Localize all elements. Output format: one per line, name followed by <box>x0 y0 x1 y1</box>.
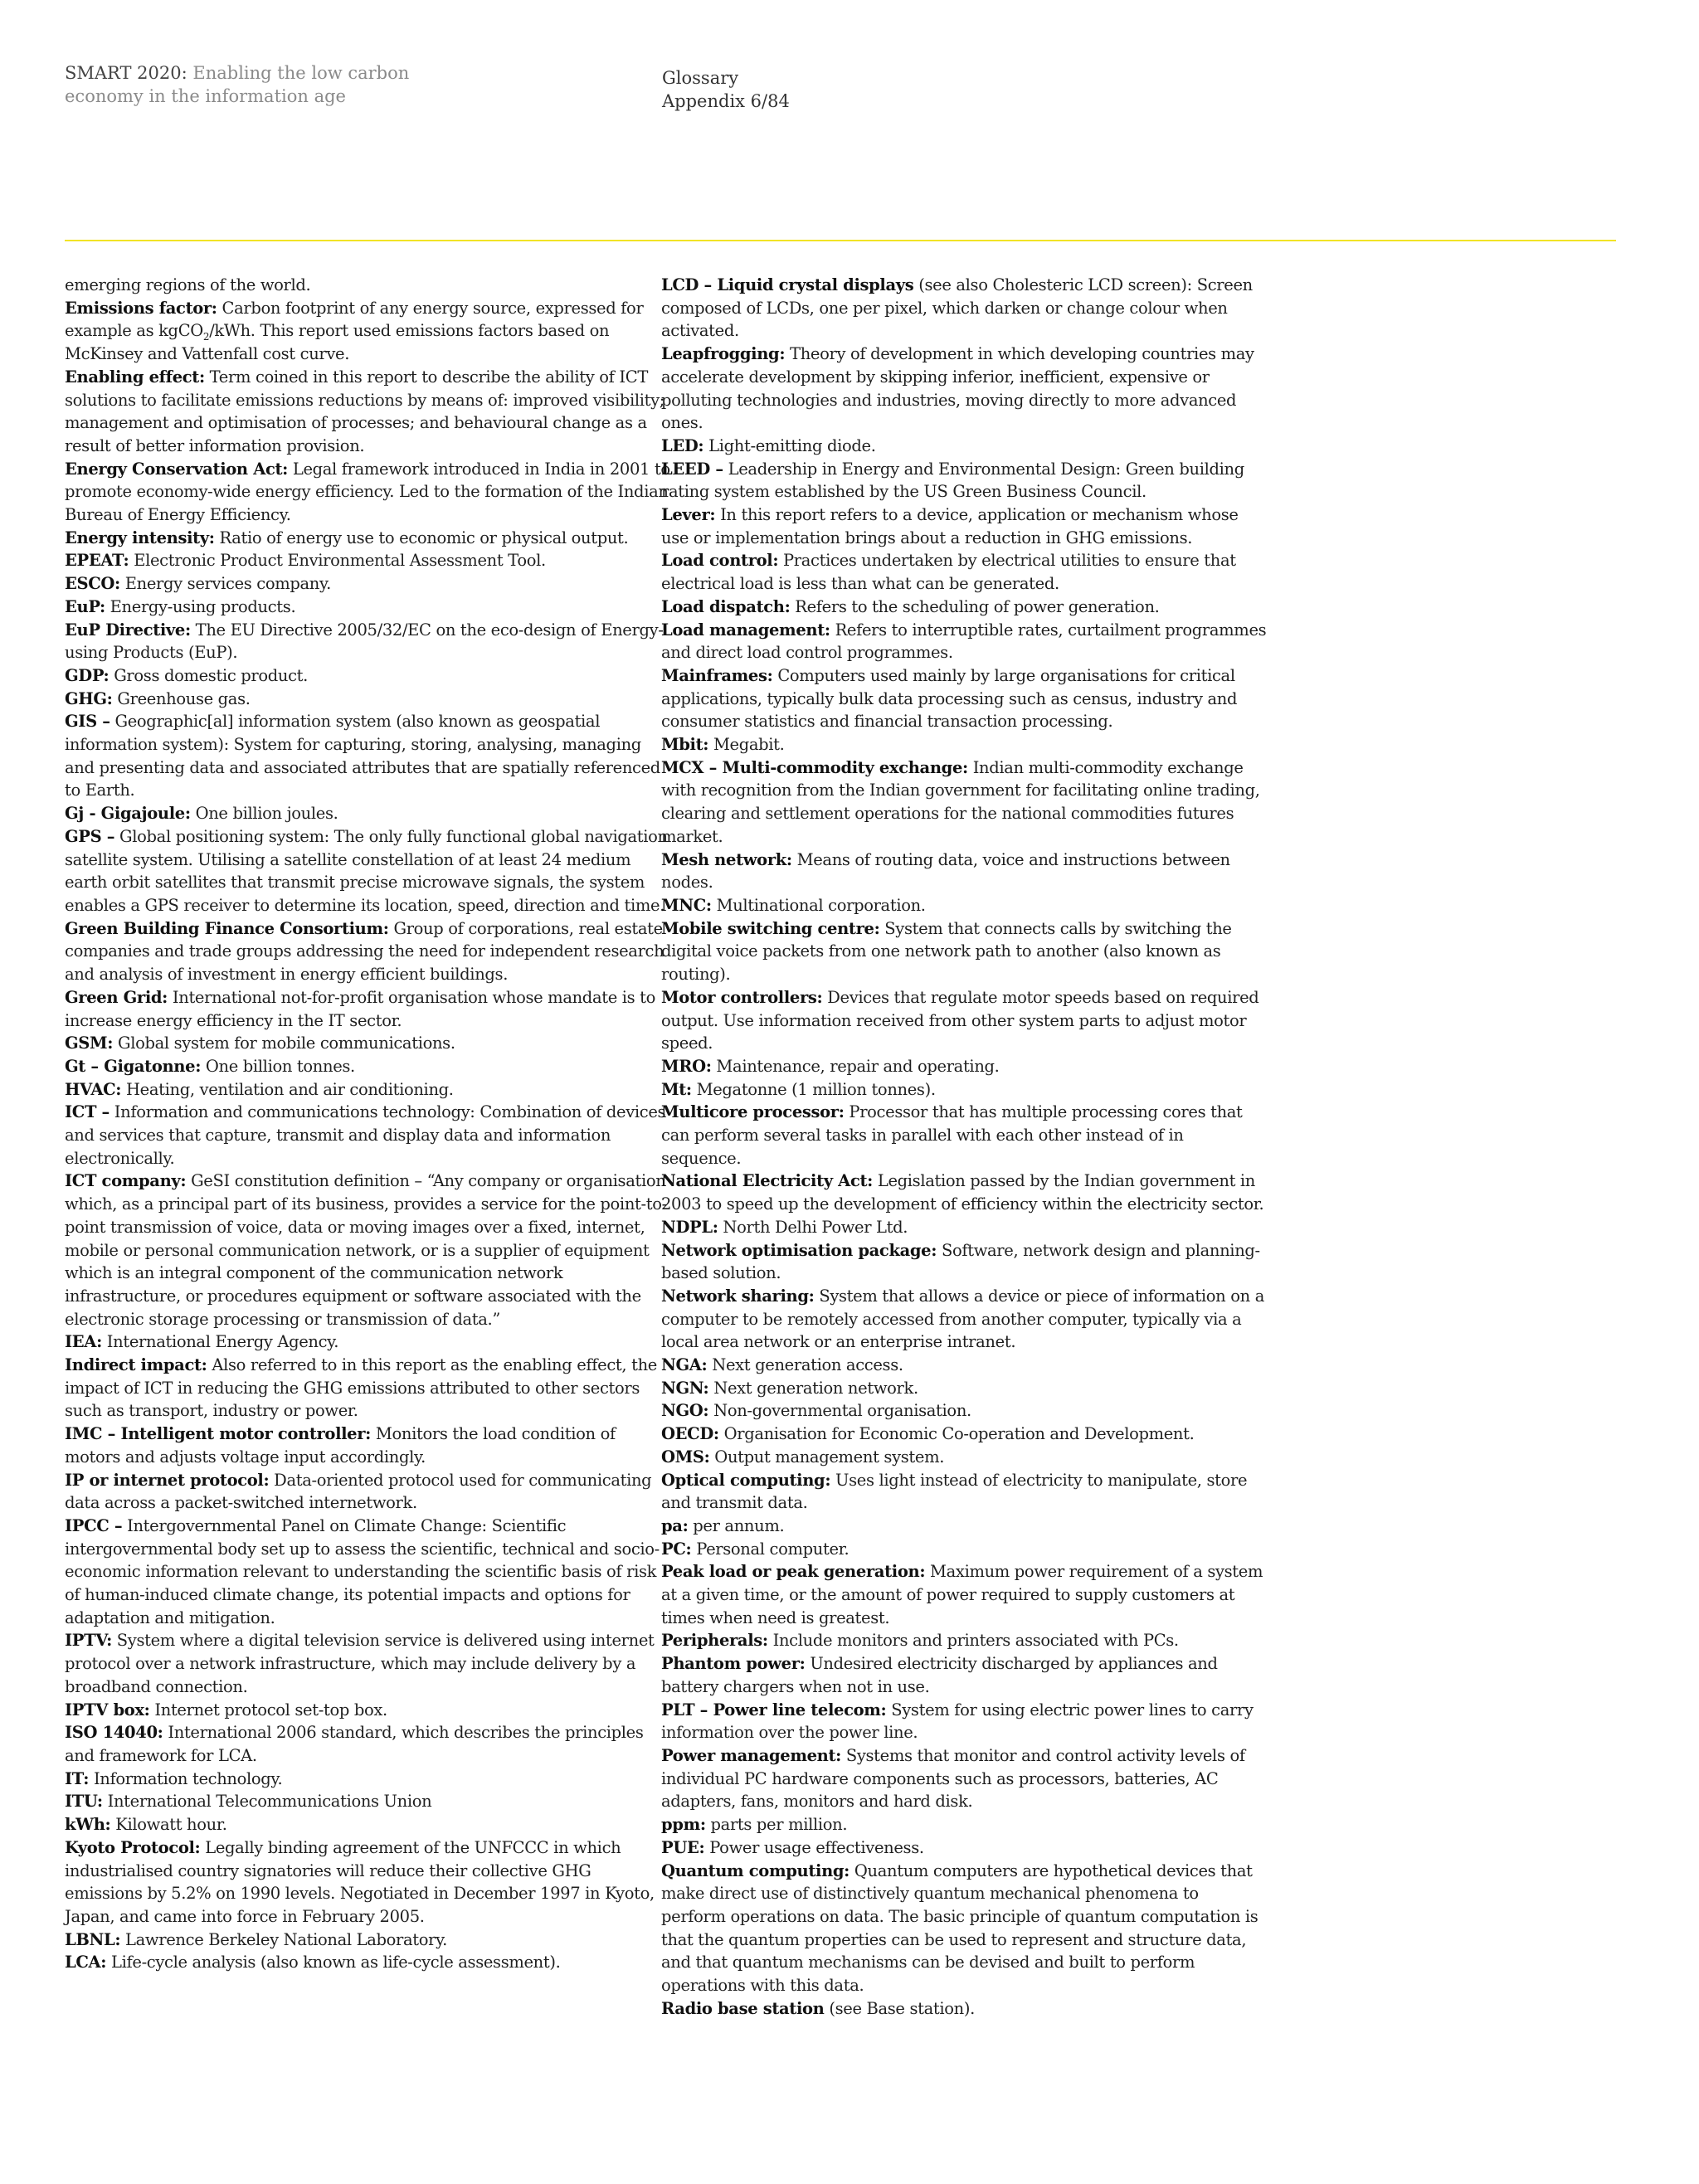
glossary-term: Mainframes: <box>661 665 773 685</box>
glossary-term: ppm: <box>661 1815 706 1835</box>
glossary-definition: Information and communications technology: Combination of devices and services that capture, transmit and display data and information electronically. <box>65 1102 666 1168</box>
glossary-term: GDP: <box>65 665 110 685</box>
glossary-entry <box>661 1170 1267 1215</box>
glossary-definition: Electronic Product Environmental Assessment Tool. <box>129 551 546 571</box>
glossary-term: Peak load or peak generation: <box>661 1562 926 1582</box>
glossary-term: NGN: <box>661 1378 709 1398</box>
glossary-entry <box>65 1078 670 1102</box>
glossary-entry <box>65 366 670 458</box>
glossary-term: MRO: <box>661 1056 712 1076</box>
glossary-definition: Carbon footprint of any energy source, expressed for example as kgCO <box>65 298 644 341</box>
glossary-definition: Gross domestic product. <box>109 665 308 685</box>
glossary-definition: Also referred to in this report as the enabling effect, the impact of ICT in reducing the GHG emissions attributed to other sectors such as transport, industry or power. <box>65 1355 657 1421</box>
glossary-definition: Kilowatt hour. <box>110 1815 227 1835</box>
glossary-term: PC: <box>661 1539 692 1559</box>
glossary-term: Enabling effect: <box>65 367 205 387</box>
section-name: Glossary <box>662 68 739 88</box>
glossary-definition: Theory of development in which developing countries may accelerate development by skipping inferior, inefficient, expensive or polluting technologies and industries, moving directly to more advanced ones. <box>661 344 1254 433</box>
glossary-definition: Group of corporations, real estate companies and trade groups addressing the need for independent research and analysis of investment in energy efficient buildings. <box>65 918 665 985</box>
glossary-definition: Software, network design and planning-based solution. <box>661 1240 1260 1283</box>
glossary-term: Mobile switching centre: <box>661 918 880 938</box>
glossary-term: Emissions factor: <box>65 298 217 318</box>
glossary-definition: Maximum power requirement of a system at a given time, or the amount of power required to supply customers at times when need is greatest. <box>661 1562 1263 1627</box>
glossary-definition: Next generation network. <box>708 1378 918 1398</box>
glossary-entry <box>65 1101 670 1170</box>
glossary-term: NGA: <box>661 1355 708 1375</box>
glossary-definition: Processor that has multiple processing cores that can perform several tasks in parallel with each other instead of in sequence. <box>661 1102 1243 1168</box>
glossary-term: Optical computing: <box>661 1470 831 1490</box>
glossary-entry <box>661 1055 1267 1078</box>
glossary-definition: Life-cycle analysis (also known as life-cycle assessment). <box>106 1953 561 1972</box>
glossary-column-right <box>661 274 1267 2020</box>
glossary-term: Mesh network: <box>661 849 792 869</box>
glossary-term: IEA: <box>65 1332 102 1352</box>
glossary-entry <box>65 1515 670 1630</box>
glossary-definition: Megatonne (1 million tonnes). <box>691 1079 936 1099</box>
glossary-term: EPEAT: <box>65 551 129 571</box>
glossary-entry <box>65 710 670 802</box>
glossary-term: Energy Conservation Act: <box>65 459 288 479</box>
glossary-definition: Devices that regulate motor speeds based on required output. Use information received from other system parts to adjust motor speed. <box>661 987 1259 1053</box>
glossary-definition: per annum. <box>688 1515 785 1535</box>
glossary-entry <box>661 1813 1267 1836</box>
glossary-term: Energy intensity: <box>65 528 215 547</box>
glossary-entry <box>661 733 1267 756</box>
publication-subtitle: Enabling the low carbon economy in the information age <box>65 63 410 106</box>
glossary-definition: Refers to the scheduling of power generation. <box>790 596 1160 616</box>
glossary-term: ESCO: <box>65 574 120 594</box>
glossary-term: LCD – Liquid crystal displays <box>661 275 914 294</box>
glossary-term: Green Building Finance Consortium: <box>65 918 389 938</box>
glossary-term: IPTV: <box>65 1631 112 1651</box>
glossary-term: ITU: <box>65 1792 103 1812</box>
glossary-term: LBNL: <box>65 1929 121 1949</box>
glossary-definition: In this report refers to a device, application or mechanism whose use or implementation brings about a reduction in GHG emissions. <box>661 505 1239 547</box>
glossary-entry <box>661 1285 1267 1354</box>
glossary-term: Power management: <box>661 1746 841 1765</box>
glossary-entry <box>65 1813 670 1836</box>
glossary-definition: International 2006 standard, which describes the principles and framework for LCA. <box>65 1723 644 1765</box>
glossary-continuation: emerging regions of the world. <box>65 275 311 294</box>
glossary-term: Multicore processor: <box>661 1102 845 1122</box>
glossary-definition: Refers to interruptible rates, curtailment programmes and direct load control programmes. <box>661 620 1267 663</box>
glossary-term: ICT – <box>65 1102 110 1122</box>
glossary-definition: International Telecommunications Union <box>102 1792 432 1812</box>
page-number: Appendix 6/84 <box>662 91 790 111</box>
glossary-definition: The EU Directive 2005/32/EC on the eco-design of Energy-using Products (EuP). <box>65 620 664 663</box>
glossary-entry <box>661 1515 1267 1538</box>
glossary-entry <box>65 297 670 366</box>
glossary-definition: Intergovernmental Panel on Climate Change: Scientific intergovernmental body set up to assess the scientific, technical and socio-economic information relevant to understanding the scientific basis of risk of human-induced climate change, its potential impacts and options for adaptation and mitigation. <box>65 1515 660 1627</box>
glossary-definition: Lawrence Berkeley National Laboratory. <box>120 1929 448 1949</box>
glossary-term: Gj - Gigajoule: <box>65 804 191 824</box>
glossary-entry <box>661 756 1267 849</box>
glossary-term: Load dispatch: <box>661 596 791 616</box>
glossary-entry <box>65 1790 670 1813</box>
glossary-definition: Maintenance, repair and operating. <box>711 1056 1000 1076</box>
glossary-entry <box>65 802 670 825</box>
glossary-entry <box>661 1239 1267 1285</box>
glossary-definition: Information technology. <box>89 1768 283 1788</box>
section-header <box>662 66 790 113</box>
glossary-definition: Uses light instead of electricity to manipulate, store and transmit data. <box>661 1470 1248 1513</box>
glossary-entry <box>65 596 670 619</box>
glossary-definition: /kWh. This report used emissions factors based on McKinsey and Vattenfall cost curve. <box>65 321 610 364</box>
glossary-term: GIS – <box>65 712 110 732</box>
glossary-entry <box>661 894 1267 917</box>
glossary-entry <box>661 1446 1267 1469</box>
glossary-list-right <box>661 274 1267 2020</box>
glossary-entry <box>661 1216 1267 1239</box>
glossary-term: GPS – <box>65 826 115 846</box>
glossary-entry <box>661 849 1267 894</box>
glossary-entry <box>661 1354 1267 1377</box>
glossary-term: Green Grid: <box>65 987 168 1007</box>
glossary-entry <box>65 1032 670 1055</box>
glossary-definition: Legally binding agreement of the UNFCCC in which industrialised country signatories will reduce their collective GHG emissions by 5.2% on 1990 levels. Negotiated in December 1997 in Kyoto, Japan, and came into force in February 2005. <box>65 1837 655 1926</box>
glossary-entry <box>661 1078 1267 1102</box>
glossary-definition: Greenhouse gas. <box>112 688 251 708</box>
glossary-definition: International Energy Agency. <box>101 1332 339 1352</box>
glossary-entry <box>65 917 670 986</box>
glossary-entry <box>661 917 1267 986</box>
glossary-entry <box>661 1469 1267 1515</box>
glossary-definition: Undesired electricity discharged by appliances and battery chargers when not in use. <box>661 1654 1218 1696</box>
glossary-definition: Megabit. <box>708 735 785 755</box>
glossary-term: LED: <box>661 435 704 455</box>
glossary-term: LEED – <box>661 459 723 479</box>
glossary-term: Kyoto Protocol: <box>65 1837 201 1857</box>
glossary-term: National Electricity Act: <box>661 1171 873 1191</box>
glossary-definition: Internet protocol set-top box. <box>149 1700 387 1719</box>
glossary-entry <box>65 1836 670 1929</box>
glossary-definition: Global positioning system: The only fully functional global navigation satellite system. Utilising a satellite constellation of at least 24 medium earth orbit satellites that transmit precise microwave signals, the system enables a GPS receiver to determine its location, speed, direction and time. <box>65 826 668 915</box>
glossary-definition: System for using electric power lines to carry information over the power line. <box>661 1700 1254 1743</box>
glossary-entry <box>661 435 1267 458</box>
glossary-entry <box>65 1699 670 1722</box>
glossary-definition: GeSI constitution definition – “Any company or organisation which, as a principal part of its business, provides a service for the point-to-point transmission of voice, data or moving images over a fixed, internet, mobile or personal communication network, or is a supplier of equipment which is an integral component of the communication network infrastructure, or procedures equipment or software associated with the electronic storage processing or transmission of data.” <box>65 1171 667 1329</box>
glossary-term: Mt: <box>661 1079 692 1099</box>
glossary-definition: Computers used mainly by large organisations for critical applications, typically bulk data processing such as census, industry and consumer statistics and financial transaction processing. <box>661 665 1238 732</box>
glossary-entry <box>65 1768 670 1791</box>
glossary-definition: Systems that monitor and control activity levels of individual PC hardware components such as processors, batteries, AC adapters, fans, monitors and hard disk. <box>661 1746 1245 1812</box>
glossary-entry <box>65 1929 670 1952</box>
glossary-term: Radio base station <box>661 1998 825 2018</box>
glossary-definition: Legal framework introduced in India in 2001 to promote economy-wide energy efficiency. Led to the formation of the Indian Bureau of Energy Efficiency. <box>65 459 670 525</box>
glossary-definition: Quantum computers are hypothetical devices that make direct use of distinctively quantum mechanical phenomena to perform operations on data. The basic principle of quantum computation is that the quantum properties can be used to represent and structure data, and that quantum mechanisms can be devised and built to perform operations with this data. <box>661 1861 1258 1996</box>
glossary-term: MCX – Multi-commodity exchange: <box>661 757 968 777</box>
glossary-definition: parts per million. <box>705 1815 848 1835</box>
glossary-term: IPTV box: <box>65 1700 150 1719</box>
header-divider <box>65 240 1616 241</box>
glossary-entry <box>661 596 1267 619</box>
glossary-entry <box>65 664 670 688</box>
glossary-definition: Energy services company. <box>119 574 331 594</box>
glossary-entry <box>661 664 1267 733</box>
glossary-term: LCA: <box>65 1953 107 1972</box>
glossary-entry <box>65 1330 670 1354</box>
glossary-term: kWh: <box>65 1815 111 1835</box>
glossary-term: Quantum computing: <box>661 1861 850 1880</box>
glossary-term: Network sharing: <box>661 1286 815 1306</box>
glossary-term: Network optimisation package: <box>661 1240 937 1260</box>
glossary-term: EuP Directive: <box>65 620 191 640</box>
glossary-term: IMC – Intelligent motor controller: <box>65 1424 372 1444</box>
glossary-entry <box>661 1399 1267 1423</box>
glossary-definition: System where a digital television service is delivered using internet protocol over a network infrastructure, which may include delivery by a broadband connection. <box>65 1631 655 1696</box>
glossary-entry <box>65 688 670 711</box>
glossary-definition: Term coined in this report to describe the ability of ICT solutions to facilitate emissions reductions by means of: improved visibility; management and optimisation of processes; and behavioural change as a result of better information provision. <box>65 367 665 455</box>
glossary-definition: Monitors the load condition of motors and adjusts voltage input accordingly. <box>65 1424 616 1467</box>
glossary-entry <box>65 1170 670 1330</box>
glossary-definition: Non-governmental organisation. <box>708 1401 971 1421</box>
glossary-definition: System that allows a device or piece of information on a computer to be remotely accessed from another computer, typically via a local area network or an enterprise intranet. <box>661 1286 1264 1352</box>
glossary-definition: International not-for-profit organisation whose mandate is to increase energy efficiency in the IT sector. <box>65 987 656 1030</box>
glossary-term: Load control: <box>661 551 779 571</box>
glossary-definition: (see Base station). <box>824 1998 975 2018</box>
glossary-entry <box>661 1560 1267 1629</box>
glossary-definition: Output management system. <box>709 1447 945 1467</box>
publication-title <box>65 61 413 108</box>
glossary-term: Peripherals: <box>661 1631 768 1651</box>
glossary-definition: Data-oriented protocol used for communicating data across a packet-switched internetwork. <box>65 1470 652 1513</box>
glossary-entry <box>65 1721 670 1767</box>
glossary-definition: Include monitors and printers associated with PCs. <box>767 1631 1179 1651</box>
glossary-term: ICT company: <box>65 1171 187 1191</box>
glossary-entry <box>661 274 1267 343</box>
glossary-term: GSM: <box>65 1034 114 1053</box>
glossary-term: Mbit: <box>661 735 709 755</box>
glossary-definition: Practices undertaken by electrical utilities to ensure that electrical load is less than what can be generated. <box>661 551 1236 594</box>
glossary-entry <box>65 1469 670 1515</box>
glossary-term: ISO 14040: <box>65 1723 163 1743</box>
glossary-term: Leapfrogging: <box>661 344 786 364</box>
glossary-definition: Legislation passed by the Indian government in 2003 to speed up the development of efficiency within the electricity sector. <box>661 1171 1264 1214</box>
glossary-definition: Indian multi-commodity exchange with recognition from the Indian government for facilitating online trading, clearing and settlement operations for the national commodities futures market. <box>661 757 1260 846</box>
glossary-term: PLT – Power line telecom: <box>661 1700 887 1719</box>
glossary-entry <box>661 503 1267 549</box>
glossary-entry <box>661 1538 1267 1561</box>
glossary-entry <box>661 1629 1267 1652</box>
glossary-term: PUE: <box>661 1837 705 1857</box>
glossary-definition: Light-emitting diode. <box>703 435 876 455</box>
glossary-column-left <box>65 274 670 1974</box>
glossary-entry <box>65 549 670 572</box>
glossary-term: pa: <box>661 1515 689 1535</box>
glossary-definition: Heating, ventilation and air conditioning. <box>121 1079 454 1099</box>
glossary-definition: Ratio of energy use to economic or physical output. <box>214 528 629 547</box>
glossary-definition: Personal computer. <box>691 1539 850 1559</box>
glossary-term: Indirect impact: <box>65 1355 207 1375</box>
glossary-entry <box>661 1101 1267 1170</box>
glossary-definition: Power usage effectiveness. <box>704 1837 924 1857</box>
glossary-entry <box>661 458 1267 503</box>
glossary-definition: One billion tonnes. <box>201 1056 355 1076</box>
glossary-entry <box>65 619 670 664</box>
glossary-entry <box>65 1951 670 1974</box>
glossary-entry <box>65 572 670 596</box>
glossary-entry <box>661 986 1267 1055</box>
glossary-list-left <box>65 366 670 1974</box>
glossary-entry <box>661 343 1267 435</box>
glossary-entry <box>661 1997 1267 2021</box>
glossary-term: MNC: <box>661 895 712 915</box>
glossary-definition: (see also Cholesteric LCD screen): Screen composed of LCDs, one per pixel, which darken or change colour when activated. <box>661 275 1253 341</box>
glossary-definition: Energy-using products. <box>105 596 296 616</box>
glossary-entry <box>65 458 670 527</box>
glossary-definition: Means of routing data, voice and instructions between nodes. <box>661 849 1230 893</box>
glossary-definition: Leadership in Energy and Environmental Design: Green building rating system established by the US Green Business Council. <box>661 459 1244 502</box>
glossary-definition: Multinational corporation. <box>711 895 926 915</box>
glossary-subscript: 2 <box>202 331 210 343</box>
glossary-definition: System that connects calls by switching the digital voice packets from one network path to another (also known as routing). <box>661 918 1232 985</box>
glossary-definition: Organisation for Economic Co-operation and Development. <box>718 1424 1195 1444</box>
glossary-entry <box>65 986 670 1032</box>
glossary-term: Phantom power: <box>661 1654 806 1674</box>
glossary-entry <box>65 527 670 550</box>
glossary-term: Load management: <box>661 620 830 640</box>
glossary-term: Lever: <box>661 505 716 525</box>
glossary-entry <box>65 1629 670 1698</box>
glossary-term: NGO: <box>661 1401 709 1421</box>
glossary-entry <box>65 1354 670 1423</box>
glossary-term: NDPL: <box>661 1217 718 1237</box>
glossary-term: Gt – Gigatonne: <box>65 1056 202 1076</box>
glossary-entry <box>661 1377 1267 1400</box>
publication-title-main: SMART 2020: <box>65 63 187 83</box>
glossary-entry <box>661 1836 1267 1860</box>
glossary-term: OECD: <box>661 1424 719 1444</box>
glossary-entry <box>661 619 1267 664</box>
glossary-entry <box>661 1699 1267 1744</box>
glossary-entry <box>65 1423 670 1468</box>
glossary-entry <box>65 825 670 917</box>
glossary-definition: Global system for mobile communications. <box>113 1034 455 1053</box>
glossary-definition: One billion joules. <box>190 804 338 824</box>
glossary-term: GHG: <box>65 688 113 708</box>
glossary-entry <box>661 1860 1267 1997</box>
glossary-term: IP or internet protocol: <box>65 1470 270 1490</box>
glossary-term: EuP: <box>65 596 105 616</box>
glossary-entry <box>661 1652 1267 1698</box>
glossary-definition: Geographic[al] information system (also known as geospatial information system): System for capturing, storing, analysing, managing and presenting data and associated attributes that are spatially referenced to Earth. <box>65 712 660 800</box>
glossary-definition: North Delhi Power Ltd. <box>718 1217 908 1237</box>
glossary-entry <box>65 1055 670 1078</box>
glossary-entry <box>661 1744 1267 1813</box>
glossary-term: IPCC – <box>65 1515 123 1535</box>
glossary-definition: Next generation access. <box>707 1355 903 1375</box>
glossary-term: Motor controllers: <box>661 987 823 1007</box>
glossary-term: HVAC: <box>65 1079 122 1099</box>
glossary-term: OMS: <box>661 1447 710 1467</box>
glossary-entry <box>661 1423 1267 1446</box>
glossary-term: IT: <box>65 1768 90 1788</box>
glossary-entry <box>661 549 1267 595</box>
